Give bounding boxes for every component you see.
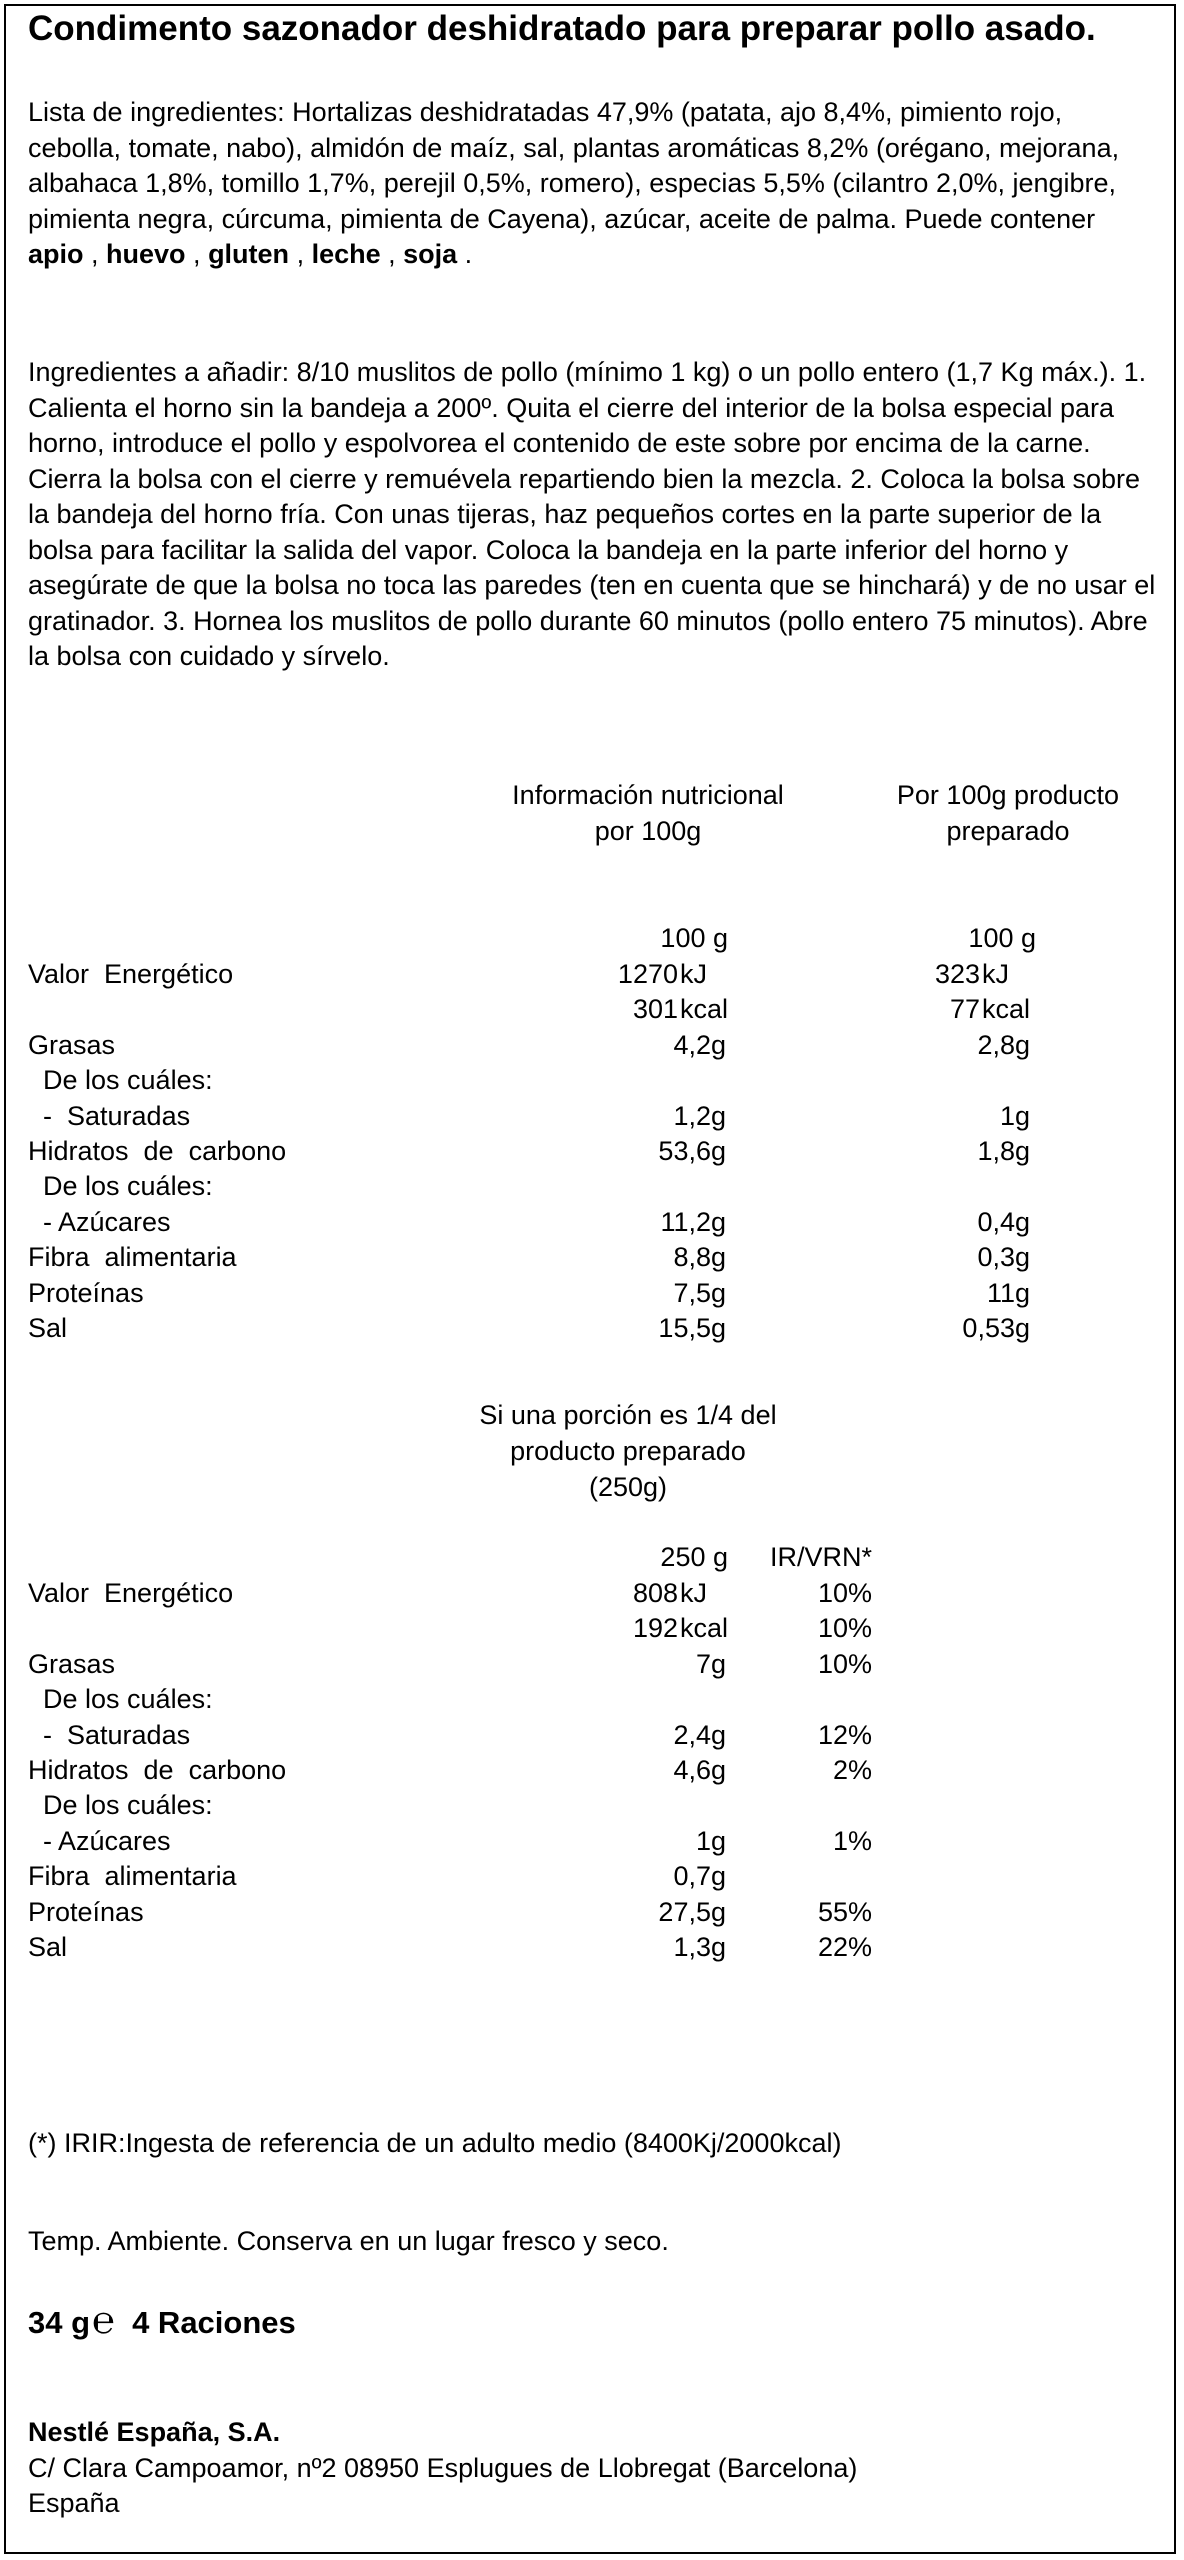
allergen-leche: leche [311,239,381,269]
portion-label: Hidratos de carbono [28,1755,287,1785]
nutrition-label: - Saturadas [28,1100,191,1131]
nutrition-value-col1: 7,5g [673,1277,726,1308]
reference-note: (*) IRIR:Ingesta de referencia de un adulto medio (8400Kj/2000kcal) [28,2128,842,2158]
nutrition-value-col2: 0,4g [977,1206,1030,1237]
nutrition-label: Proteínas [28,1277,144,1308]
nutrition-value-col2: 1g [999,1100,1030,1131]
portion-label: Sal [28,1932,68,1962]
nutrition-label: Grasas [28,1029,116,1060]
portion-unit: kJ [680,1578,707,1608]
portion-value: 4,6g [673,1755,726,1785]
net-weight: 34 g [28,2305,91,2340]
portion-label: - Saturadas [28,1719,191,1750]
nutrition-value-col2: 0,53g [962,1313,1030,1343]
net-weight-line [28,2302,296,2342]
nutrition-value-col1: 53,6g [658,1136,726,1166]
ingredients-block [28,95,1158,273]
portion-value: 1g [695,1825,726,1856]
portion-percent: 10% [817,1648,872,1679]
header-col2-line2: preparado [946,816,1070,846]
allergen-gluten: gluten [208,239,290,269]
allergen-apio: apio [28,239,84,269]
header-col2-line1: Por 100g producto [896,780,1120,810]
preparation-instructions: Ingredientes a añadir: 8/10 muslitos de pollo (mínimo 1 kg) o un pollo entero (1,7 Kg máx.). 1. Calienta el horno sin la bandeja a 200º. Quita el cierre del interior de la bolsa especial para horno, introduce el pollo y espolvorea el contenido de este sobre por encima de la carne. Cierra la bolsa con el cierre y remuévela repartiendo bien la mezcla. 2. Coloca la bolsa sobre la bandeja del horno fría. Con unas tijeras, haz pequeños cortes en la parte superior de la bolsa para facilitar la salida del vapor. Coloca la bandeja en la parte inferior del horno y asegúrate de que la bolsa no toca las paredes (ten en cuenta que se hinchará) y de no usar el gratinador. 3. Hornea los muslitos de pollo durante 60 minutos (pollo entero 75 minutos). Abre la bolsa con cuidado y sírvelo. [28,357,1156,671]
portion-value: 192 [632,1613,678,1644]
nutrition-value-col2: 0,3g [977,1242,1030,1273]
portion-percent: 1% [832,1825,872,1856]
portion-value: 0,7g [673,1861,726,1892]
portion-percent: 55% [817,1896,872,1927]
portion-label: Grasas [28,1648,116,1679]
nutrition-unit-col1: kJ [680,959,707,989]
portion-header-line2: producto preparado [510,1436,746,1466]
nutrition-value-col1: 1270 [617,959,678,989]
portion-unit: kcal [680,1613,729,1644]
allergen-soja: soja [403,239,458,269]
nutrition-value-col1: 11,2g [660,1206,726,1237]
portion-label: De los cuáles: [28,1684,213,1715]
portion-header-line1: Si una porción es 1/4 del [479,1400,777,1430]
nutrition-unit-col2: kJ [982,959,1009,989]
nutrition-unit-col1: kcal [680,994,729,1025]
company-name: Nestlé España, S.A. [28,2417,281,2447]
portion-percent: 22% [817,1932,872,1962]
header-col1-line2: por 100g [594,816,702,846]
portion-header-line3: (250g) [588,1472,668,1502]
unit-col2: 100 g [968,923,1036,953]
header-col1-line1: Información nutricional [512,780,784,810]
nutrition-label: - Azúcares [28,1206,171,1237]
portion-label: Valor Energético [28,1578,234,1608]
portion-label: Fibra alimentaria [28,1861,237,1892]
nutrition-value-col2: 323 [934,959,980,989]
portion-value: 27,5g [658,1896,726,1927]
portion-unit-col2: IR/VRN* [769,1542,872,1572]
portion-percent: 12% [817,1719,872,1750]
storage-info: Temp. Ambiente. Conserva en un lugar fresco y seco. [28,2226,669,2256]
ingredients-text: Lista de ingredientes: Hortalizas deshidratadas 47,9% (patata, ajo 8,4%, pimiento rojo, cebolla, tomate, nabo), almidón de maíz, sal, plantas aromáticas 8,2% (orégano, mejorana, albahaca 1,8%, tomillo 1,7%, perejil 0,5%, romero), especias 5,5% (cilantro 2,0%, jengibre, pimienta negra, cúrcuma, pimienta de Cayena), azúcar, aceite de palma. Puede contener apio , huevo , gluten , leche , soja . [28,97,1120,269]
nutrition-label: Valor Energético [28,959,234,989]
nutrition-value-col1: 301 [632,994,678,1025]
portion-label: Proteínas [28,1896,144,1927]
nutrition-label: De los cuáles: [28,1171,213,1202]
portion-value: 808 [632,1578,678,1608]
portion-value: 1,3g [673,1932,726,1962]
nutrition-label: Fibra alimentaria [28,1242,237,1273]
portion-percent: 10% [817,1578,872,1608]
allergen-huevo: huevo [106,239,186,269]
portion-percent: 10% [817,1613,872,1644]
unit-col1: 100 g [660,923,728,953]
nutrition-label: De los cuáles: [28,1065,213,1096]
label-frame [4,4,1176,2554]
nutrition-value-col1: 15,5g [658,1313,726,1343]
portion-label: De los cuáles: [28,1790,213,1821]
nutrition-label: Hidratos de carbono [28,1136,287,1166]
nutrition-value-col1: 8,8g [673,1242,726,1273]
company-address: C/ Clara Campoamor, nº2 08950 Esplugues de Llobregat (Barcelona) [28,2453,858,2483]
servings: 4 Raciones [132,2305,296,2340]
portion-unit-col1: 250 g [660,1542,728,1572]
portion-label: - Azúcares [28,1825,171,1856]
portion-value: 7g [695,1648,726,1679]
nutrition-value-col1: 4,2g [673,1029,726,1060]
nutrition-value-col2: 2,8g [977,1029,1030,1060]
product-title: Condimento sazonador deshidratado para preparar pollo asado. [28,9,1096,48]
nutrition-value-col1: 1,2g [673,1100,726,1131]
portion-percent: 2% [832,1755,872,1785]
estimated-mark-icon: ℮ [92,2300,115,2342]
nutrition-value-col2: 11g [986,1277,1030,1308]
nutrition-value-col2: 1,8g [977,1136,1030,1166]
nutrition-value-col2: 77 [949,994,980,1025]
portion-value: 2,4g [673,1719,726,1750]
nutrition-unit-col2: kcal [982,994,1031,1025]
nutrition-label: Sal [28,1313,68,1343]
company-country: España [28,2488,120,2518]
